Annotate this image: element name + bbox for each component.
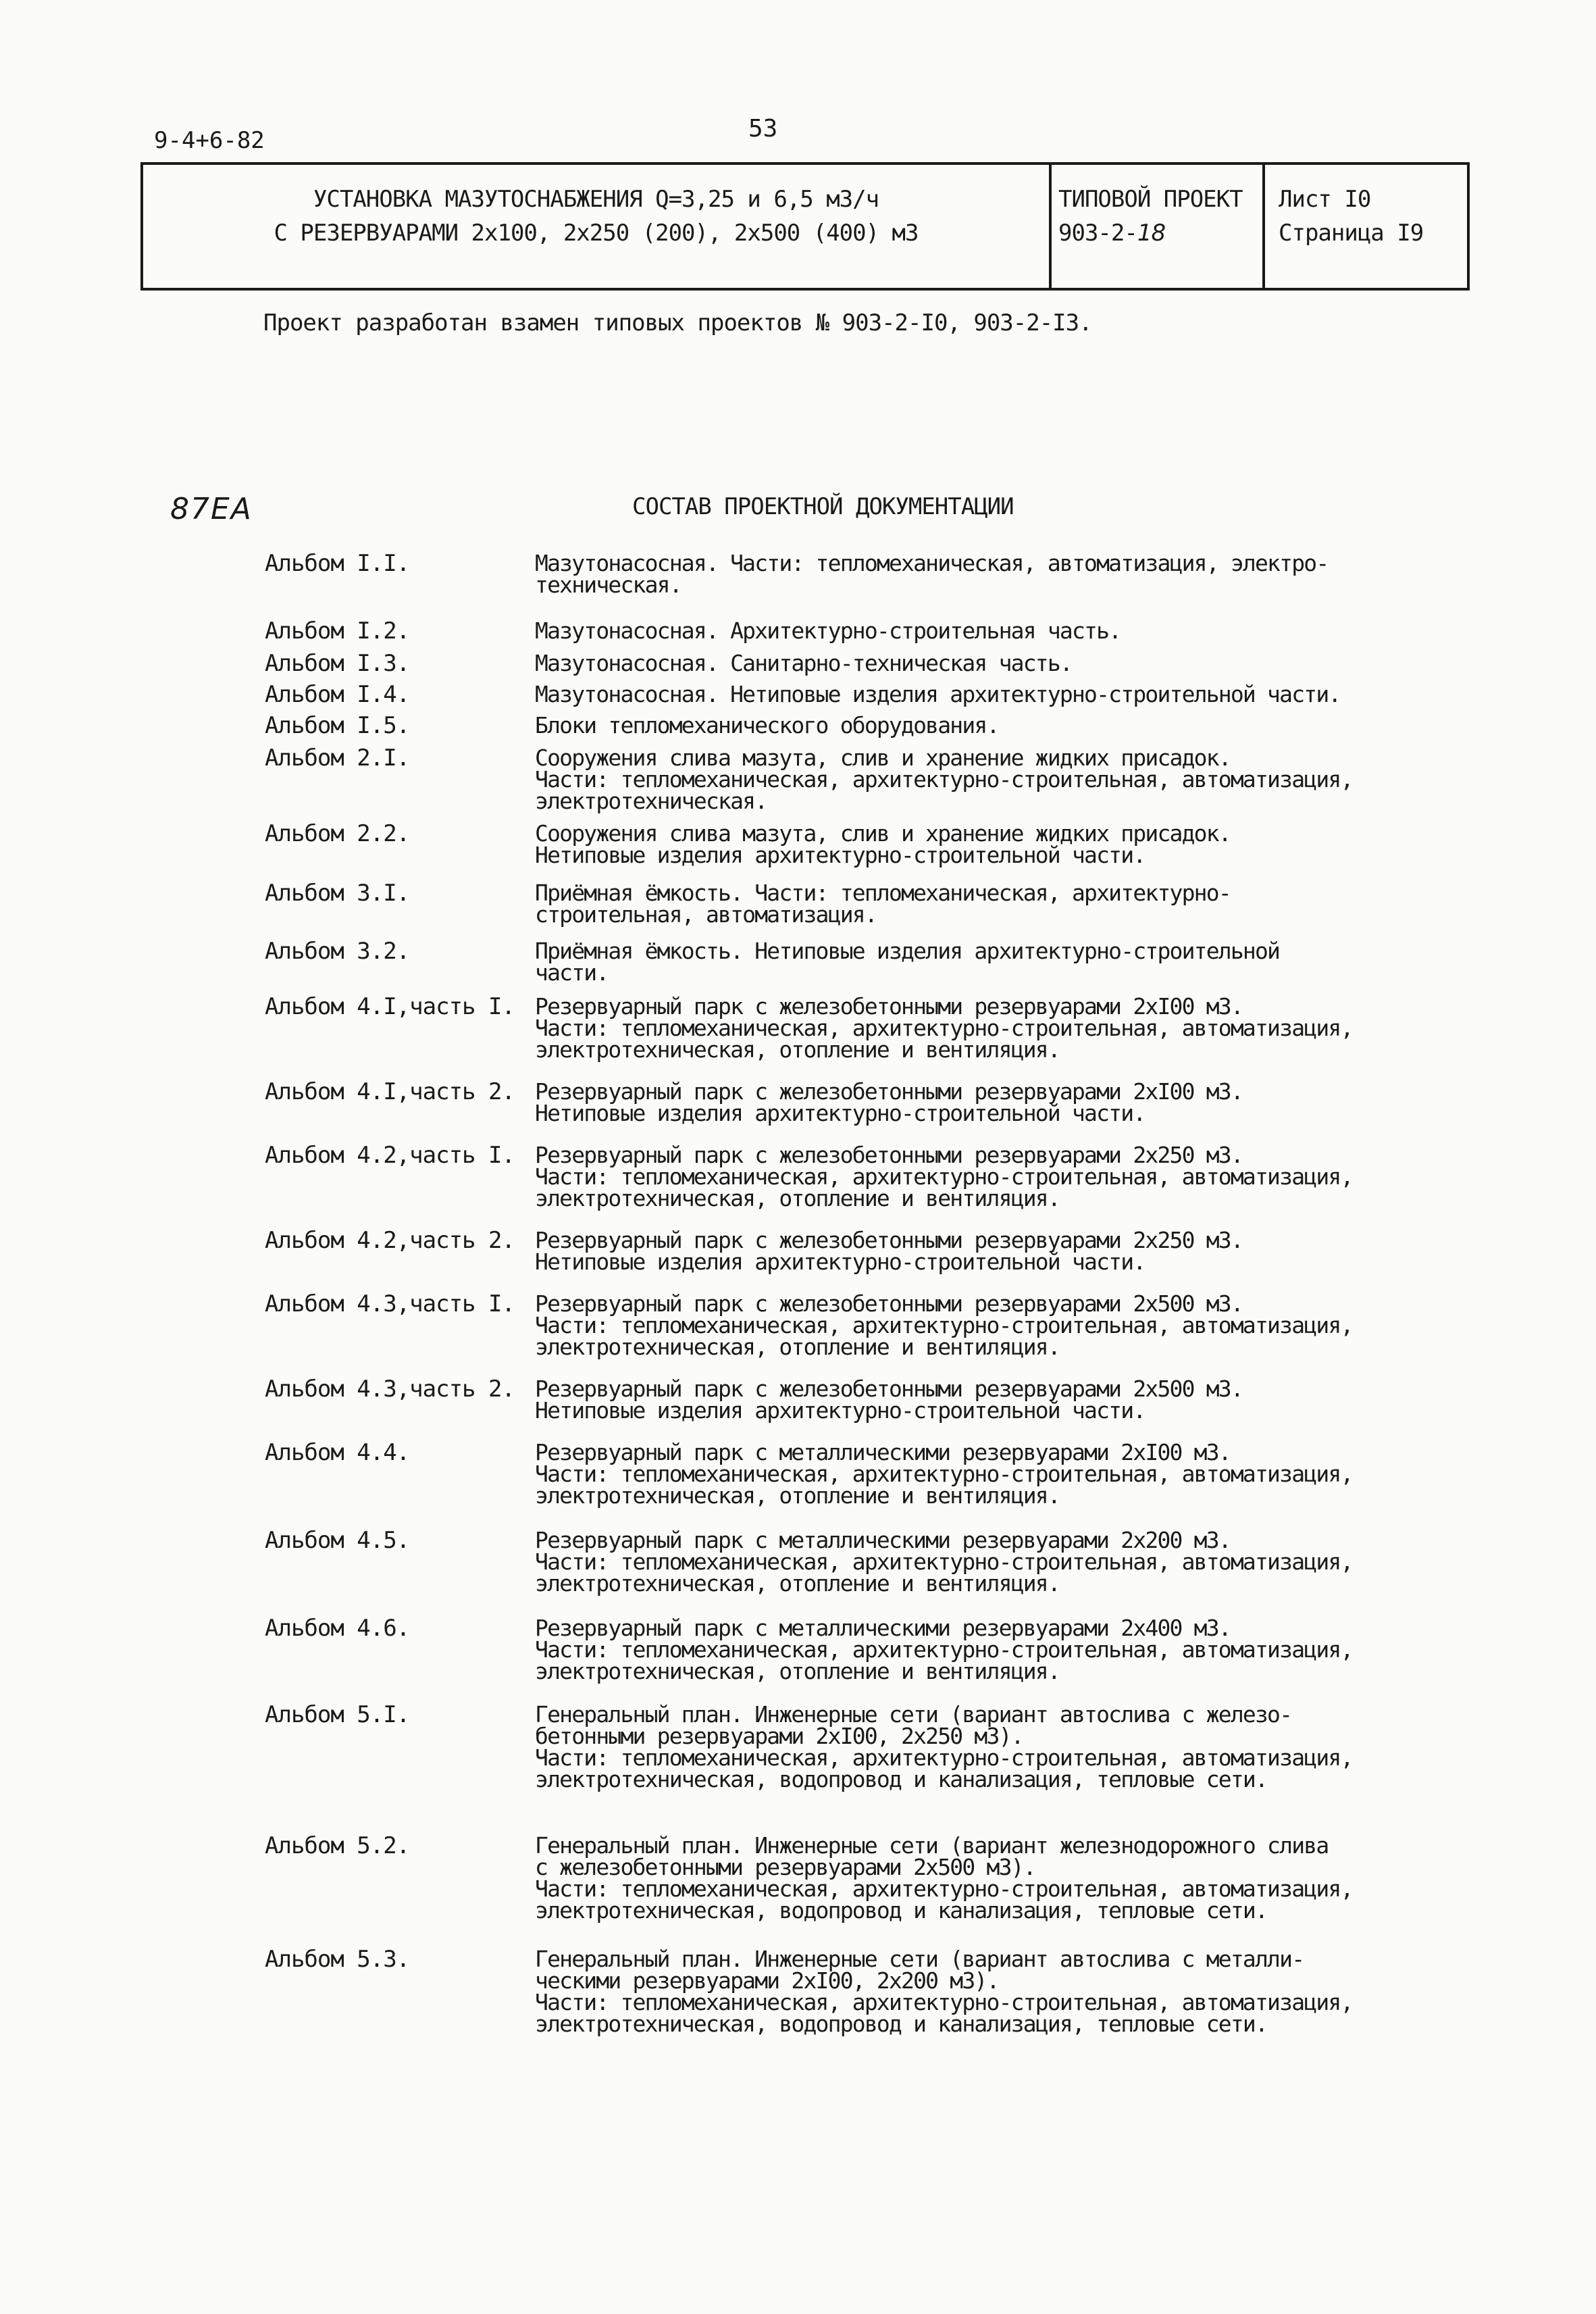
album-label: Альбом I.3.: [265, 650, 410, 677]
replacement-note: Проект разработан взамен типовых проектов № 903-2-I0, 903-2-I3.: [263, 309, 1092, 336]
title-line-1: УСТАНОВКА МАЗУТОСНАБЖЕНИЯ Q=3,25 и 6,5 м3/ч: [313, 186, 879, 213]
album-label: Альбом 4.2,часть I.: [265, 1142, 515, 1169]
album-description: Резервуарный парк с металлическими резервуарами 2хI00 м3. Части: тепломеханическая, архитектурно-строительная, автоматизация, электротехническая, отопление и вентиляция.: [535, 1439, 1353, 1509]
album-label: Альбом 5.3.: [265, 1946, 410, 1973]
album-description: Приёмная ёмкость. Нетиповые изделия архитектурно-строительной части.: [535, 938, 1280, 986]
sheet-cell: [1265, 165, 1470, 288]
album-description: Резервуарный парк с железобетонными резервуарами 2х500 м3. Части: тепломеханическая, архитектурно-строительная, автоматизация, электротехническая, отопление и вентиляция.: [535, 1290, 1353, 1360]
album-description: Резервуарный парк с железобетонными резервуарами 2х500 м3. Нетиповые изделия архитектурно-строительной части.: [535, 1376, 1243, 1424]
album-description: Резервуарный парк с железобетонными резервуарами 2хI00 м3. Части: тепломеханическая, архитектурно-строительная, автоматизация, электротехническая, отопление и вентиляция.: [535, 993, 1353, 1063]
album-description: Мазутонасосная. Санитарно-техническая часть.: [535, 650, 1072, 676]
album-label: Альбом 2.2.: [265, 820, 410, 847]
album-description: Генеральный план. Инженерные сети (вариант автослива с металли- ческими резервуарами 2хI00, 2х200 м3). Части: тепломеханическая, архитектурно-строительная, автоматизация, электротехническая, водопровод и канализация, тепловые сети.: [535, 1946, 1353, 2037]
section-title: СОСТАВ ПРОЕКТНОЙ ДОКУМЕНТАЦИИ: [632, 493, 1014, 520]
album-description: Мазутонасосная. Нетиповые изделия архитектурно-строительной части.: [535, 681, 1341, 707]
album-description: Сооружения слива мазута, слив и хранение жидких присадок. Части: тепломеханическая, архитектурно-строительная, автоматизация, электротехническая.: [535, 745, 1353, 814]
album-label: Альбом 2.I.: [265, 745, 410, 772]
project-cell: [1052, 165, 1265, 288]
album-label: Альбом 5.2.: [265, 1832, 410, 1859]
album-description: Резервуарный парк с железобетонными резервуарами 2хI00 м3. Нетиповые изделия архитектурно-строительной части.: [535, 1078, 1243, 1126]
project-number: 903-2-: [1058, 220, 1137, 247]
album-label: Альбом 4.3,часть 2.: [265, 1376, 515, 1403]
album-label: Альбом 4.I,часть 2.: [265, 1078, 515, 1105]
album-label: Альбом 4.3,часть I.: [265, 1290, 515, 1317]
album-label: Альбом 4.5.: [265, 1527, 410, 1554]
album-description: Блоки тепломеханического оборудования.: [535, 712, 999, 738]
album-label: Альбом 4.6.: [265, 1615, 410, 1642]
project-label: ТИПОВОЙ ПРОЕКТ: [1058, 186, 1243, 213]
title-cell: [143, 165, 1052, 288]
page-number: 53: [748, 115, 778, 143]
album-description: Резервуарный парк с металлическими резервуарами 2х400 м3. Части: тепломеханическая, архитектурно-строительная, автоматизация, электротехническая, отопление и вентиляция.: [535, 1615, 1353, 1684]
project-number-line: [1058, 216, 1262, 250]
album-description: Генеральный план. Инженерные сети (вариант железнодорожного слива с железобетонными резервуарами 2х500 м3). Части: тепломеханическая, архитектурно-строительная, автоматизация, электротехническая, водопровод и канализация, тепловые сети.: [535, 1832, 1353, 1923]
title-block: [140, 162, 1470, 291]
album-description: Мазутонасосная. Архитектурно-строительная часть.: [535, 618, 1121, 644]
album-description: Генеральный план. Инженерные сети (вариант автослива с железо- бетонными резервуарами 2хI00, 2х250 м3). Части: тепломеханическая, архитектурно-строительная, автоматизация, электротехническая, водопровод и канализация, тепловые сети.: [535, 1701, 1353, 1792]
album-label: Альбом 4.I,часть I.: [265, 993, 515, 1020]
sheet-number: Лист I0: [1279, 186, 1371, 213]
album-description: Резервуарный парк с железобетонными резервуарами 2х250 м3. Нетиповые изделия архитектурно-строительной части.: [535, 1227, 1243, 1275]
album-label: Альбом I.I.: [265, 550, 410, 577]
handwritten-stamp: 87ЕА: [170, 492, 253, 526]
album-description: Мазутонасосная. Части: тепломеханическая, автоматизация, электро- техническая.: [535, 550, 1329, 598]
album-label: Альбом I.5.: [265, 712, 410, 739]
album-description: Сооружения слива мазута, слив и хранение жидких присадок. Нетиповые изделия архитектурно-строительной части.: [535, 820, 1231, 868]
document-code: 9-4+6-82: [154, 127, 265, 154]
album-label: Альбом I.2.: [265, 618, 410, 645]
album-description: Приёмная ёмкость. Части: тепломеханическая, архитектурно- строительная, автоматизация.: [535, 880, 1231, 928]
album-label: Альбом 4.2,часть 2.: [265, 1227, 515, 1254]
title-line-2: С РЕЗЕРВУАРАМИ 2х100, 2х250 (200), 2х500 (400) м3: [274, 220, 919, 247]
page-reference: Страница I9: [1279, 220, 1424, 247]
album-description: Резервуарный парк с железобетонными резервуарами 2х250 м3. Части: тепломеханическая, архитектурно-строительная, автоматизация, электротехническая, отопление и вентиляция.: [535, 1142, 1353, 1211]
project-suffix: 18: [1137, 220, 1166, 247]
album-label: Альбом 5.I.: [265, 1701, 410, 1728]
album-label: Альбом 3.I.: [265, 880, 410, 907]
album-description: Резервуарный парк с металлическими резервуарами 2х200 м3. Части: тепломеханическая, архитектурно-строительная, автоматизация, электротехническая, отопление и вентиляция.: [535, 1527, 1353, 1596]
album-label: Альбом 4.4.: [265, 1439, 410, 1466]
album-label: Альбом 3.2.: [265, 938, 410, 965]
album-label: Альбом I.4.: [265, 681, 410, 708]
